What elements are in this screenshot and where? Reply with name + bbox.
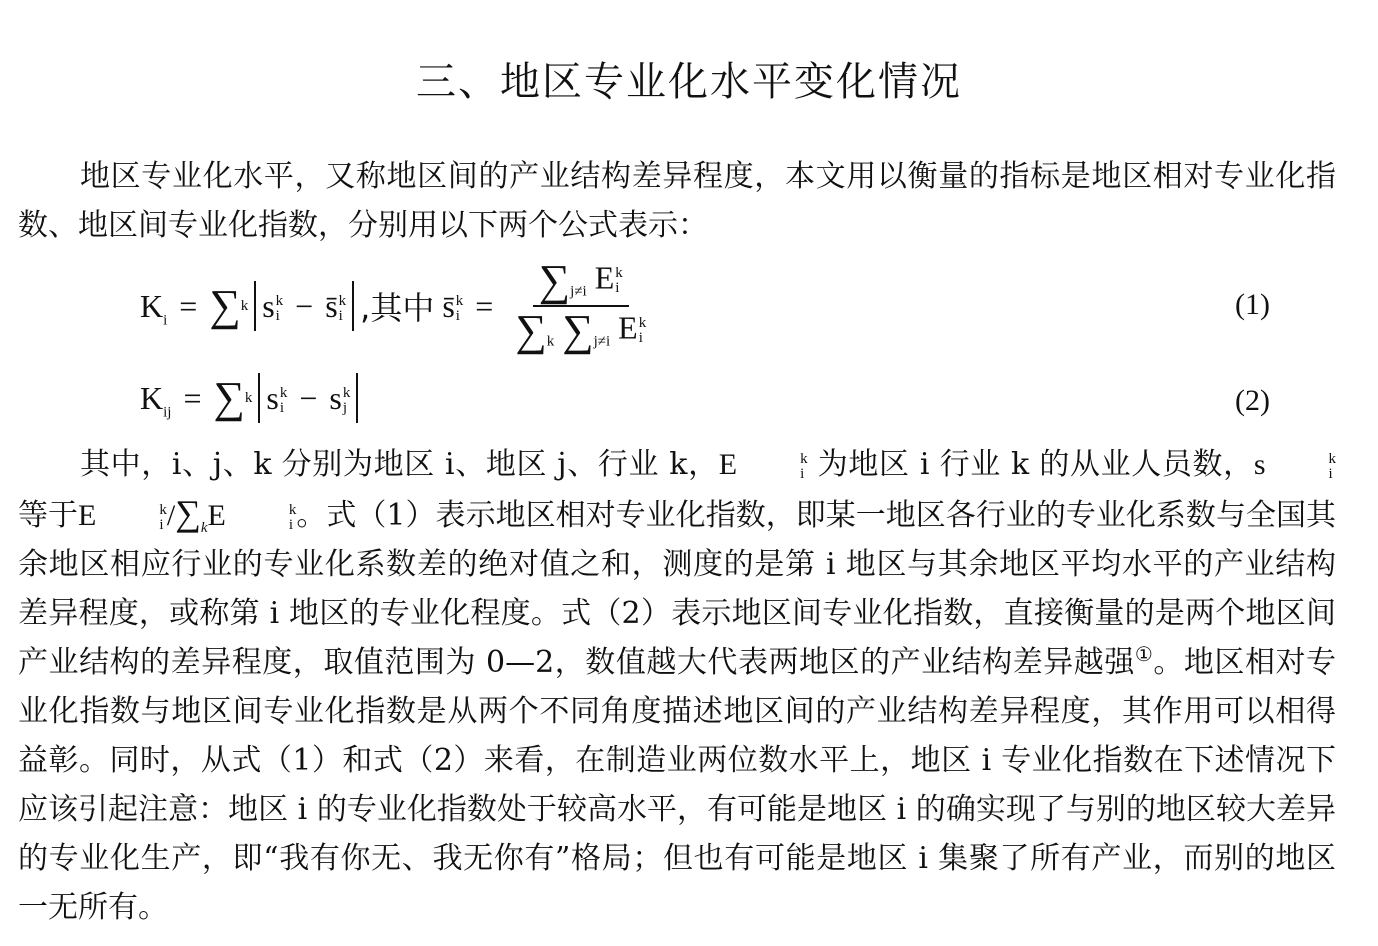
intro-paragraph: 地区专业化水平，又称地区间的产业结构差异程度，本文用以衡量的指标是地区相对专业化指数、地区间专业化指数，分别用以下两个公式表示： <box>18 159 1336 243</box>
eq1-lhs: $K_i$ <box>140 287 168 328</box>
eq2-abs-left <box>258 373 260 423</box>
equation-1-number: (1) <box>1235 288 1270 321</box>
eq1-abs-right <box>352 281 354 331</box>
eq1-equals-2: = <box>475 287 494 324</box>
eq2-minus: − <box>299 379 318 416</box>
inline-share-formula: E k i $/\sum_kE$ k i <box>78 493 297 536</box>
eq1-numerator: $\sum_{j\ne i}$ E k i <box>533 259 629 307</box>
eq2-s1-term: s k i <box>266 379 288 417</box>
eq1-abs-left <box>254 281 256 331</box>
eq2-abs-right <box>356 373 358 423</box>
eq1-fraction <box>509 256 652 355</box>
eq2-equals: = <box>183 379 202 416</box>
equation-1: $K_i$ = ∑ k s k i − s̄ k i ,其中 s̄ k i = $\sum_{j\ne i}$ E k i $\sum_k$ $\sum_{j\ne i}$ E k i <box>140 258 656 354</box>
eq2-s2-term: s k j <box>329 379 351 417</box>
inline-E-term: E k i <box>718 448 808 483</box>
section-title: 三、地区专业化水平变化情况 <box>416 59 962 105</box>
eq1-where-text: ,其中 <box>360 289 435 327</box>
eq1-minus: − <box>295 287 314 324</box>
inline-s-term: s k i <box>1253 448 1336 483</box>
eq1-sum-symbol: ∑ <box>209 281 241 330</box>
eq1-equals: = <box>179 287 198 324</box>
equation-2: $K_{ij}$ = ∑ k s k i − s k j <box>140 370 364 426</box>
footnote-marker[interactable]: ① <box>1134 642 1154 666</box>
eq2-lhs: $K_{ij}$ <box>140 379 172 420</box>
equation-2-number: (2) <box>1235 384 1270 417</box>
eq1-s-term: s k i <box>262 287 284 325</box>
eq1-denominator: $\sum_k$ $\sum_{j\ne i}$ E k i <box>515 306 647 355</box>
explanation-paragraph: 其中，i、j、k 分别为地区 i、地区 j、行业 k，E k i 为地区 i 行业 k 的从业人员数，s k i 等于E k i $/\sum_kE$ k i 。式（1）表示地区相对专业化指数，即某一地区各行业的专业化系数与全国其余地区相应行业的专业化系数差的绝对值之和，测度的是第 i 地区与其余地区平均水平的产业结构差异程度，或称第 i 地区的专业化程度。式（2）表示地区间专业化指数，直接衡量的是两个地区间产业结构的差异程度，取值范围为 0—2，数值越大代表两地区的产业结构差异越强①。地区相对专业化指数与地区间专业化指数是从两个不同角度描述地区间的产业结构差异程度，其作用可以相得益彰。同时，从式（1）和式（2）来看，在制造业两位数水平上，地区 i 专业化指数在下述情况下应该引起注意：地区 i 的专业化指数处于较高水平，有可能是地区 i 的确实现了与别的地区较大差异的专业化生产，即“我有你无、我无你有”格局；但也有可能是地区 i 集聚了所有产业，而别的地区一无所有。 <box>18 447 1337 925</box>
eq1-sbar-term: s̄ k i <box>325 287 347 325</box>
eq1-sbar-def: s̄ k i <box>442 287 464 325</box>
eq2-sum-symbol: ∑ <box>213 373 245 422</box>
